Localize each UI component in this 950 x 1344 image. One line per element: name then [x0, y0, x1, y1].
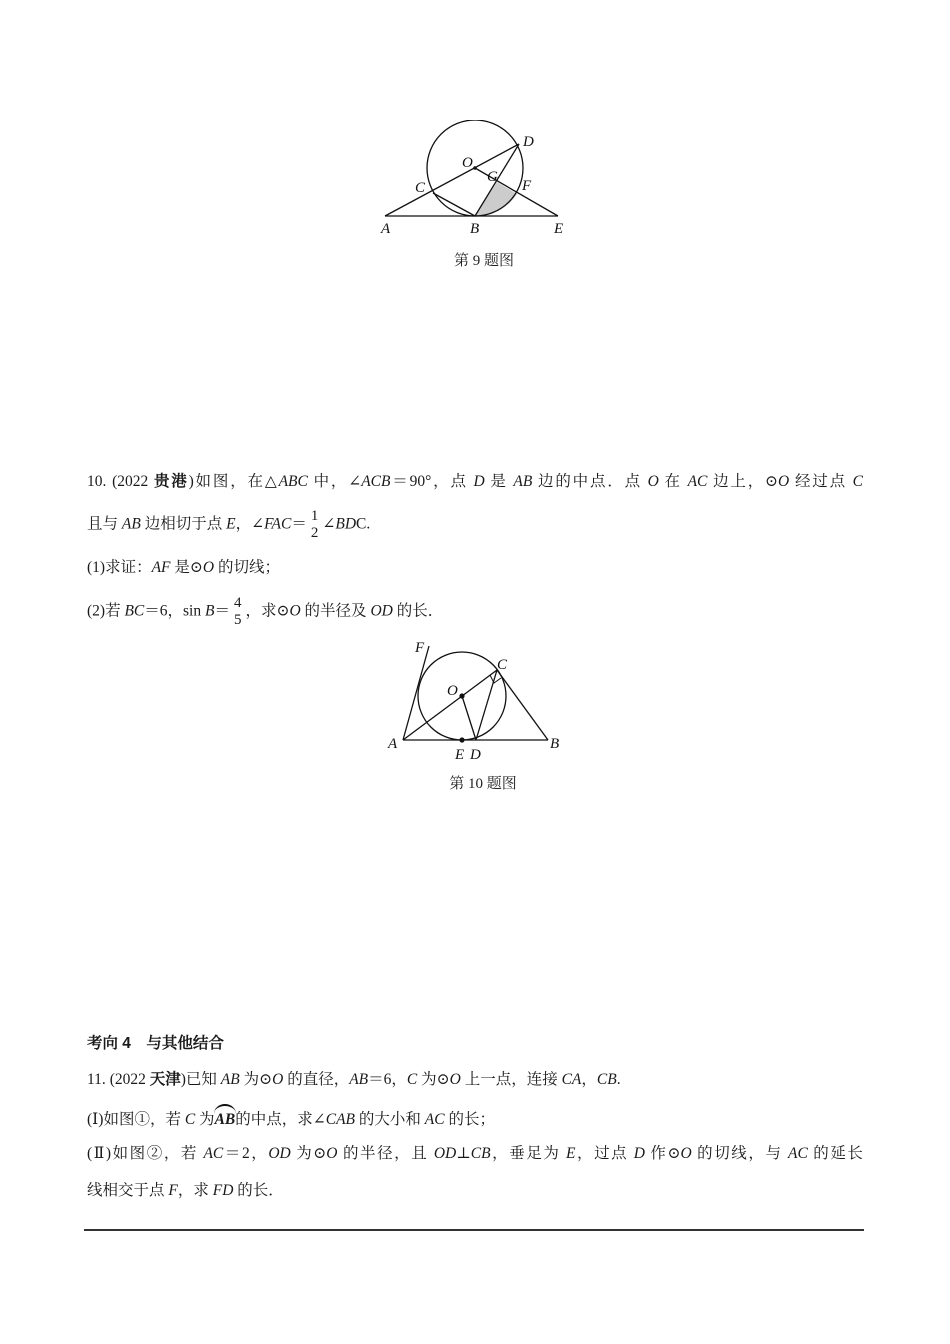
q10-source-region: 贵港: [153, 473, 189, 490]
fraction-four-fifths: 4 5: [233, 595, 242, 628]
figure-9-caption: 第 9 题图: [453, 253, 514, 269]
q11-part-2-line-1: [87, 1144, 863, 1164]
q11-line-1: [87, 1070, 863, 1090]
q11-part2-text-line1: (Ⅱ)如图②，若 AC＝2，OD 为⊙O 的半径，且 OD⊥CB，垂足为 E，过点 D 作⊙O 的切线，与 AC 的延长: [87, 1145, 863, 1162]
q10-part-2: [87, 595, 863, 629]
q11-part1-text-a: (Ⅰ)如图①，若 C 为: [87, 1111, 215, 1128]
q10-number: 10.: [87, 473, 107, 490]
q10-line-1: [87, 472, 863, 492]
label-f: F: [415, 640, 425, 656]
label-e: E: [554, 221, 564, 237]
q11-number: 11.: [87, 1071, 106, 1088]
label-b: B: [470, 221, 480, 237]
point-o: [459, 693, 464, 698]
label-d: D: [523, 134, 534, 150]
figure-9-diagram: [370, 120, 590, 245]
segment-cb: [433, 193, 475, 216]
q10-source-prefix: (2022: [112, 473, 154, 490]
q11-source-prefix: (2022: [109, 1071, 150, 1088]
segment-ac: [403, 670, 497, 740]
arc-ab: AB: [215, 1108, 236, 1130]
q10-text-line2b: ∠BDC.: [322, 515, 371, 533]
segment-af: [403, 646, 429, 740]
q11-part-1: [87, 1108, 863, 1130]
figure-10-caption: 第 10 题图: [449, 776, 517, 792]
label-b: B: [550, 736, 560, 752]
label-c: C: [497, 657, 508, 673]
label-c: C: [415, 180, 426, 196]
point-o: [473, 166, 477, 170]
q11-part1-text-b: 的中点，求∠CAB 的大小和 AC 的长；: [235, 1111, 495, 1128]
label-a: A: [388, 736, 398, 752]
segment-od: [462, 696, 476, 740]
fraction-one-half: 1 2: [310, 508, 319, 541]
label-f: F: [522, 178, 532, 194]
segment-cd: [476, 670, 497, 740]
label-d: D: [470, 747, 481, 763]
q10-text-line2a: 且与 AB 边相切于点 E，∠FAC＝: [87, 515, 307, 533]
figure-10-diagram: [380, 635, 580, 765]
label-o: O: [447, 683, 458, 699]
label-g: G: [487, 169, 498, 185]
q10-part2-text-a: (2)若 BC＝6，sin B＝: [87, 602, 230, 620]
q10-part-1: [87, 558, 863, 578]
q11-part-2-line-2: [87, 1181, 863, 1201]
q11-source-region: 天津: [149, 1071, 181, 1088]
section-heading: 考向 4 与其他结合: [87, 1035, 224, 1052]
label-o: O: [462, 155, 473, 171]
point-e: [459, 737, 464, 742]
q10-text-line1: )如图，在△ABC 中，∠ACB＝90°，点 D 是 AB 边的中点．点 O 在 AC 边上，⊙O 经过点 C: [188, 473, 863, 490]
page-bottom-rule: [84, 1229, 864, 1231]
label-e: E: [455, 747, 465, 763]
q10-part1-text: (1)求证：AF 是⊙O 的切线；: [87, 559, 280, 576]
q10-part2-text-b: ，求⊙O 的半径及 OD 的长．: [245, 602, 444, 620]
q11-part2-text-line2: 线相交于点 F，求 FD 的长．: [87, 1182, 284, 1199]
q11-text-line1: )已知 AB 为⊙O 的直径，AB＝6，C 为⊙O 上一点，连接 CA，CB.: [180, 1071, 621, 1088]
q10-line-2: [87, 508, 863, 542]
label-a: A: [381, 221, 391, 237]
